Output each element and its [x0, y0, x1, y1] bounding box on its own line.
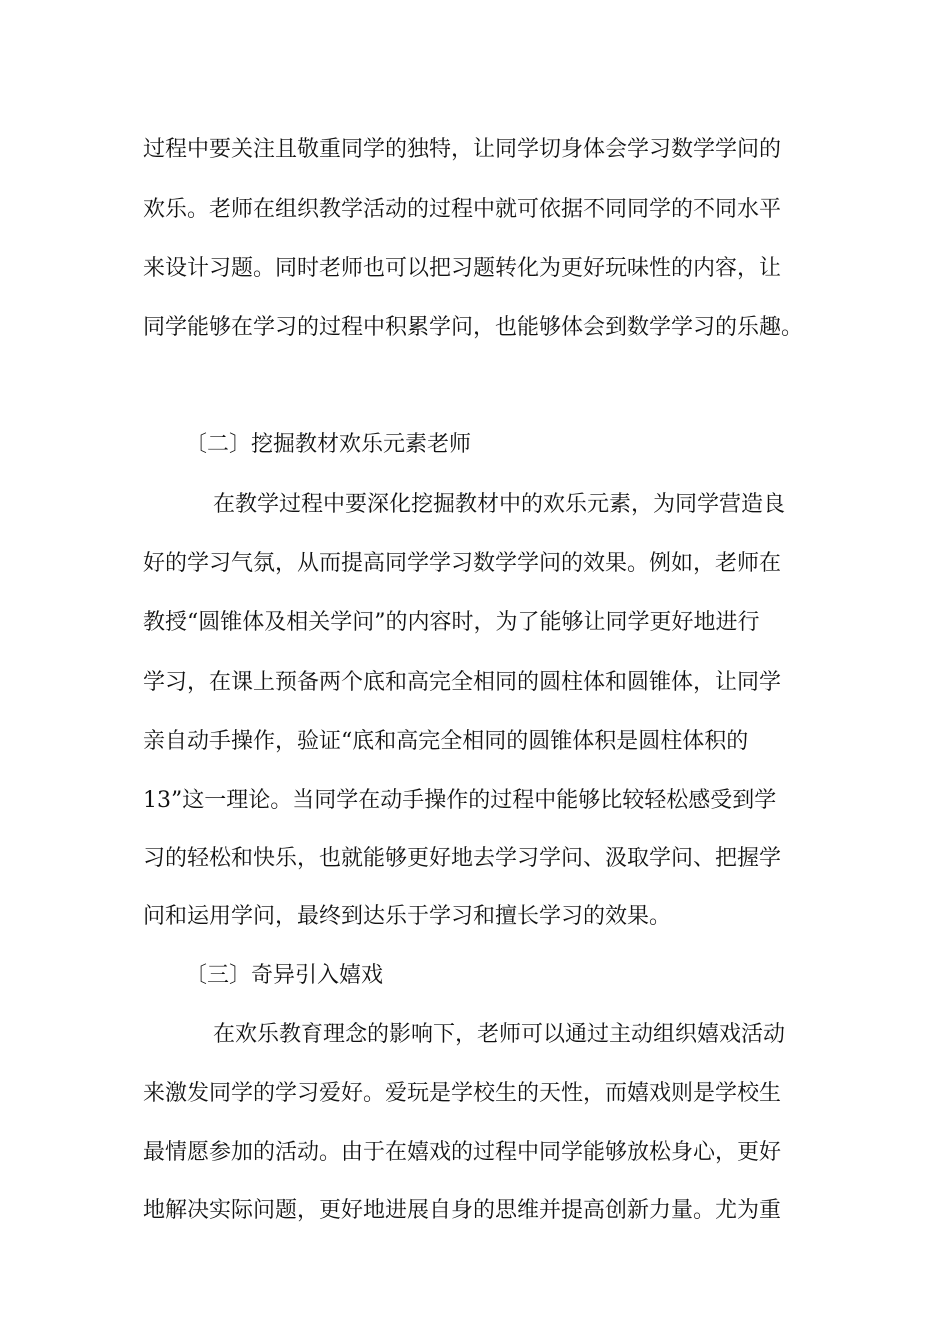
paragraph-1-line-3: 来设计习题。同时老师也可以把习题转化为更好玩味性的内容，让: [143, 256, 782, 281]
paragraph-3-line-4: 地解决实际问题，更好地进展自身的思维并提高创新力量。尤为重: [143, 1198, 782, 1223]
paragraph-2-line-4: 学习，在课上预备两个底和高完全相同的圆柱体和圆锥体，让同学: [143, 670, 782, 695]
paragraph-3-line-3: 最情愿参加的活动。由于在嬉戏的过程中同学能够放松身心，更好: [143, 1140, 782, 1165]
paragraph-2-line-8: 问和运用学问，最终到达乐于学习和擅长学习的效果。: [143, 904, 672, 929]
section-2-heading: 〔二〕挖掘教材欢乐元素老师: [185, 432, 472, 457]
paragraph-2-line-1: 在教学过程中要深化挖掘教材中的欢乐元素，为同学营造良: [213, 492, 786, 517]
paragraph-1-line-2: 欢乐。老师在组织教学活动的过程中就可依据不同同学的不同水平: [143, 197, 782, 222]
paragraph-3-line-1: 在欢乐教育理念的影响下，老师可以通过主动组织嬉戏活动: [213, 1022, 786, 1047]
paragraph-2-line-3: 教授“圆锥体及相关学问”的内容时，为了能够让同学更好地进行: [143, 610, 760, 635]
paragraph-2-line-6: 13”这一理论。当同学在动手操作的过程中能够比较轻松感受到学: [143, 788, 777, 813]
paragraph-2-line-7: 习的轻松和快乐，也就能够更好地去学习学问、汲取学问、把握学: [143, 846, 782, 871]
paragraph-2-line-5: 亲自动手操作，验证“底和高完全相同的圆锥体积是圆柱体积的: [143, 729, 749, 754]
paragraph-3-line-2: 来激发同学的学习爱好。爱玩是学校生的天性，而嬉戏则是学校生: [143, 1081, 782, 1106]
paragraph-2-line-2: 好的学习气氛，从而提高同学学习数学学问的效果。例如，老师在: [143, 551, 782, 576]
paragraph-1-line-4: 同学能够在学习的过程中积累学问，也能够体会到数学学习的乐趣。: [143, 315, 804, 340]
paragraph-1-line-1: 过程中要关注且敬重同学的独特，让同学切身体会学习数学学问的: [143, 137, 782, 162]
section-3-heading: 〔三〕奇异引入嬉戏: [185, 963, 384, 988]
